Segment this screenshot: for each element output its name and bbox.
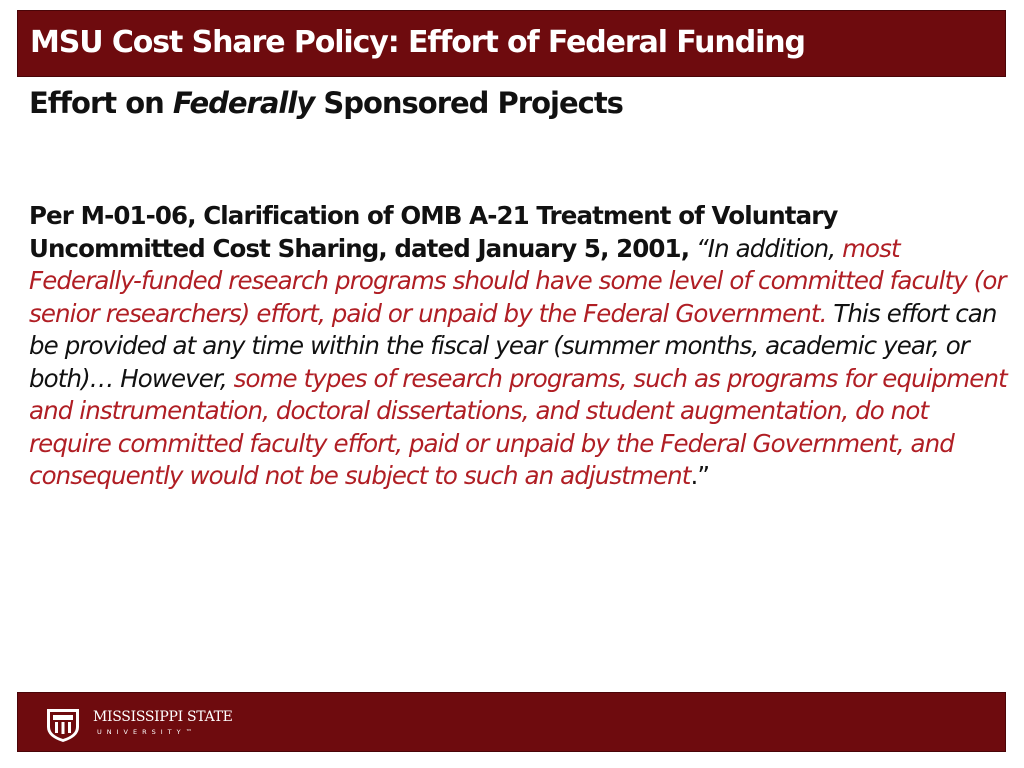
quote-segment-red-2: some types of research programs, such as programs for equipment and instrumentation, doctoral dissertations, and student augmentation, do not require committed faculty effort, paid or unpaid by the Federal Government, and consequently would not be subject to such an adjustment bbox=[29, 363, 1007, 490]
subtitle-part1: Effort on bbox=[29, 86, 173, 120]
subtitle-part3: Sponsored Projects bbox=[314, 86, 623, 120]
slide-title: MSU Cost Share Policy: Effort of Federal Funding bbox=[30, 25, 805, 60]
slide-subtitle bbox=[29, 86, 623, 120]
title-bar bbox=[17, 10, 1006, 77]
quote-segment-1: In addition, bbox=[707, 233, 843, 263]
quote-segment-red-1: most Federally-funded research programs should have some level of committed faculty (or senior researchers) effort, paid or unpaid by the Federal Government. bbox=[29, 233, 1006, 328]
quote-segment-2: This effort can be provided at any time within the fiscal year (summer months, academic year, or both)… However, bbox=[29, 298, 997, 393]
close-quote: .” bbox=[690, 461, 710, 490]
logo-university: UNIVERSITY™ bbox=[97, 728, 198, 736]
citation-lead: Per M-01-06, Clarification of OMB A-21 Treatment of Voluntary Uncommitted Cost Sharing, dated January 5, 2001, bbox=[29, 201, 838, 263]
logo-wordmark: MISSISSIPPI STATE bbox=[93, 709, 233, 725]
subtitle-federally: Federally bbox=[172, 86, 315, 120]
open-quote: “ bbox=[689, 233, 708, 263]
footer-bar bbox=[17, 692, 1006, 752]
msu-shield-logo-icon bbox=[44, 705, 82, 743]
body-paragraph bbox=[29, 200, 1014, 493]
